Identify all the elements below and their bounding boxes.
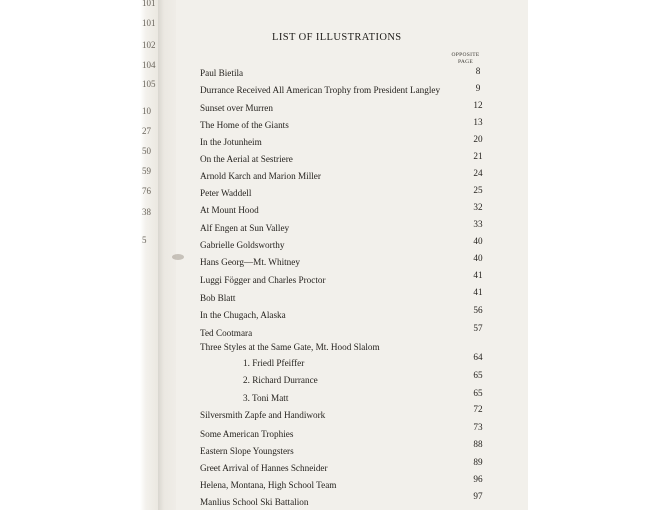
left-page-number: 5 <box>142 235 147 245</box>
illustration-page: 12 <box>473 100 483 110</box>
illustration-title: Ted Cootmara <box>200 328 253 338</box>
left-page-number: 10 <box>142 106 151 116</box>
left-page-number: 59 <box>142 166 151 176</box>
left-page-number: 50 <box>142 146 151 156</box>
illustration-page: 56 <box>473 305 483 315</box>
illustration-page: 65 <box>473 388 483 398</box>
page-smudge <box>172 254 184 260</box>
illustration-page: 33 <box>473 219 483 229</box>
illustration-title: Durrance Received All American Trophy from President Langley <box>200 85 441 95</box>
illustration-title: Sunset over Murren <box>200 103 273 113</box>
left-page-number: 101 <box>142 18 156 28</box>
illustration-title: On the Aerial at Sestriere <box>200 154 293 164</box>
illustration-page: 40 <box>473 236 483 246</box>
illustration-title: Eastern Slope Youngsters <box>200 446 294 456</box>
illustration-title: Some American Trophies <box>200 429 294 439</box>
illustration-title: Gabrielle Goldsworthy <box>200 240 285 250</box>
illustration-title: In the Chugach, Alaska <box>200 310 286 320</box>
left-page-number: 104 <box>142 60 156 70</box>
column-header-line: OPPOSITE <box>451 52 480 58</box>
left-page-number: 27 <box>142 126 151 136</box>
illustration-page: 57 <box>473 323 483 333</box>
illustration-title: Luggi Fögger and Charles Proctor <box>200 275 326 285</box>
illustration-page: 24 <box>473 168 483 178</box>
illustration-page: 20 <box>473 134 483 144</box>
illustration-subtitle: 2. Richard Durrance <box>243 375 318 385</box>
illustration-subtitle: 1. Friedl Pfeiffer <box>243 358 305 368</box>
illustration-title: Arnold Karch and Marion Miller <box>200 171 321 181</box>
illustration-page: 65 <box>473 370 483 380</box>
illustration-page: 73 <box>473 422 483 432</box>
illustration-page: 72 <box>473 404 483 414</box>
illustration-title: At Mount Hood <box>200 205 259 215</box>
illustration-title: Bob Blatt <box>200 293 236 303</box>
left-page-number: 38 <box>142 207 151 217</box>
illustration-page: 40 <box>473 253 483 263</box>
column-header-line: PAGE <box>457 59 474 65</box>
illustration-page: 96 <box>473 474 483 484</box>
illustration-page: 89 <box>473 457 483 467</box>
illustration-page: 41 <box>473 270 483 280</box>
left-page-number: 101 <box>142 0 156 8</box>
illustration-page: 9 <box>475 83 481 93</box>
illustration-title: The Home of the Giants <box>200 120 289 130</box>
illustration-page: 88 <box>473 439 483 449</box>
illustration-title: Helena, Montana, High School Team <box>200 480 337 490</box>
illustration-subtitle: 3. Toni Matt <box>243 393 289 403</box>
illustration-page: 21 <box>473 151 483 161</box>
illustration-title: Hans Georg—Mt. Whitney <box>200 257 300 267</box>
list-title: LIST OF ILLUSTRATIONS <box>272 32 402 43</box>
left-page-number: 105 <box>142 79 156 89</box>
illustration-title: Manlius School Ski Battalion <box>200 497 309 507</box>
illustration-title: In the Jotunheim <box>200 137 262 147</box>
left-page-number: 102 <box>142 40 156 50</box>
illustration-page: 64 <box>473 352 483 362</box>
illustration-title: Peter Waddell <box>200 188 252 198</box>
illustration-title: Silversmith Zapfe and Handiwork <box>200 410 326 420</box>
background-margin <box>528 0 672 510</box>
illustration-page: 25 <box>473 185 483 195</box>
illustration-title: Alf Engen at Sun Valley <box>200 223 290 233</box>
left-page-number: 76 <box>142 186 151 196</box>
illustration-page: 8 <box>475 66 481 76</box>
left-page-edge <box>0 0 158 510</box>
illustration-title: Three Styles at the Same Gate, Mt. Hood Slalom <box>200 342 380 352</box>
illustration-title: Paul Bietila <box>200 68 244 78</box>
illustration-page: 41 <box>473 287 483 297</box>
illustration-page: 13 <box>473 117 483 127</box>
illustration-title: Greet Arrival of Hannes Schneider <box>200 463 328 473</box>
illustration-page: 97 <box>473 491 483 501</box>
illustration-page: 32 <box>473 202 483 212</box>
column-header <box>443 52 488 66</box>
